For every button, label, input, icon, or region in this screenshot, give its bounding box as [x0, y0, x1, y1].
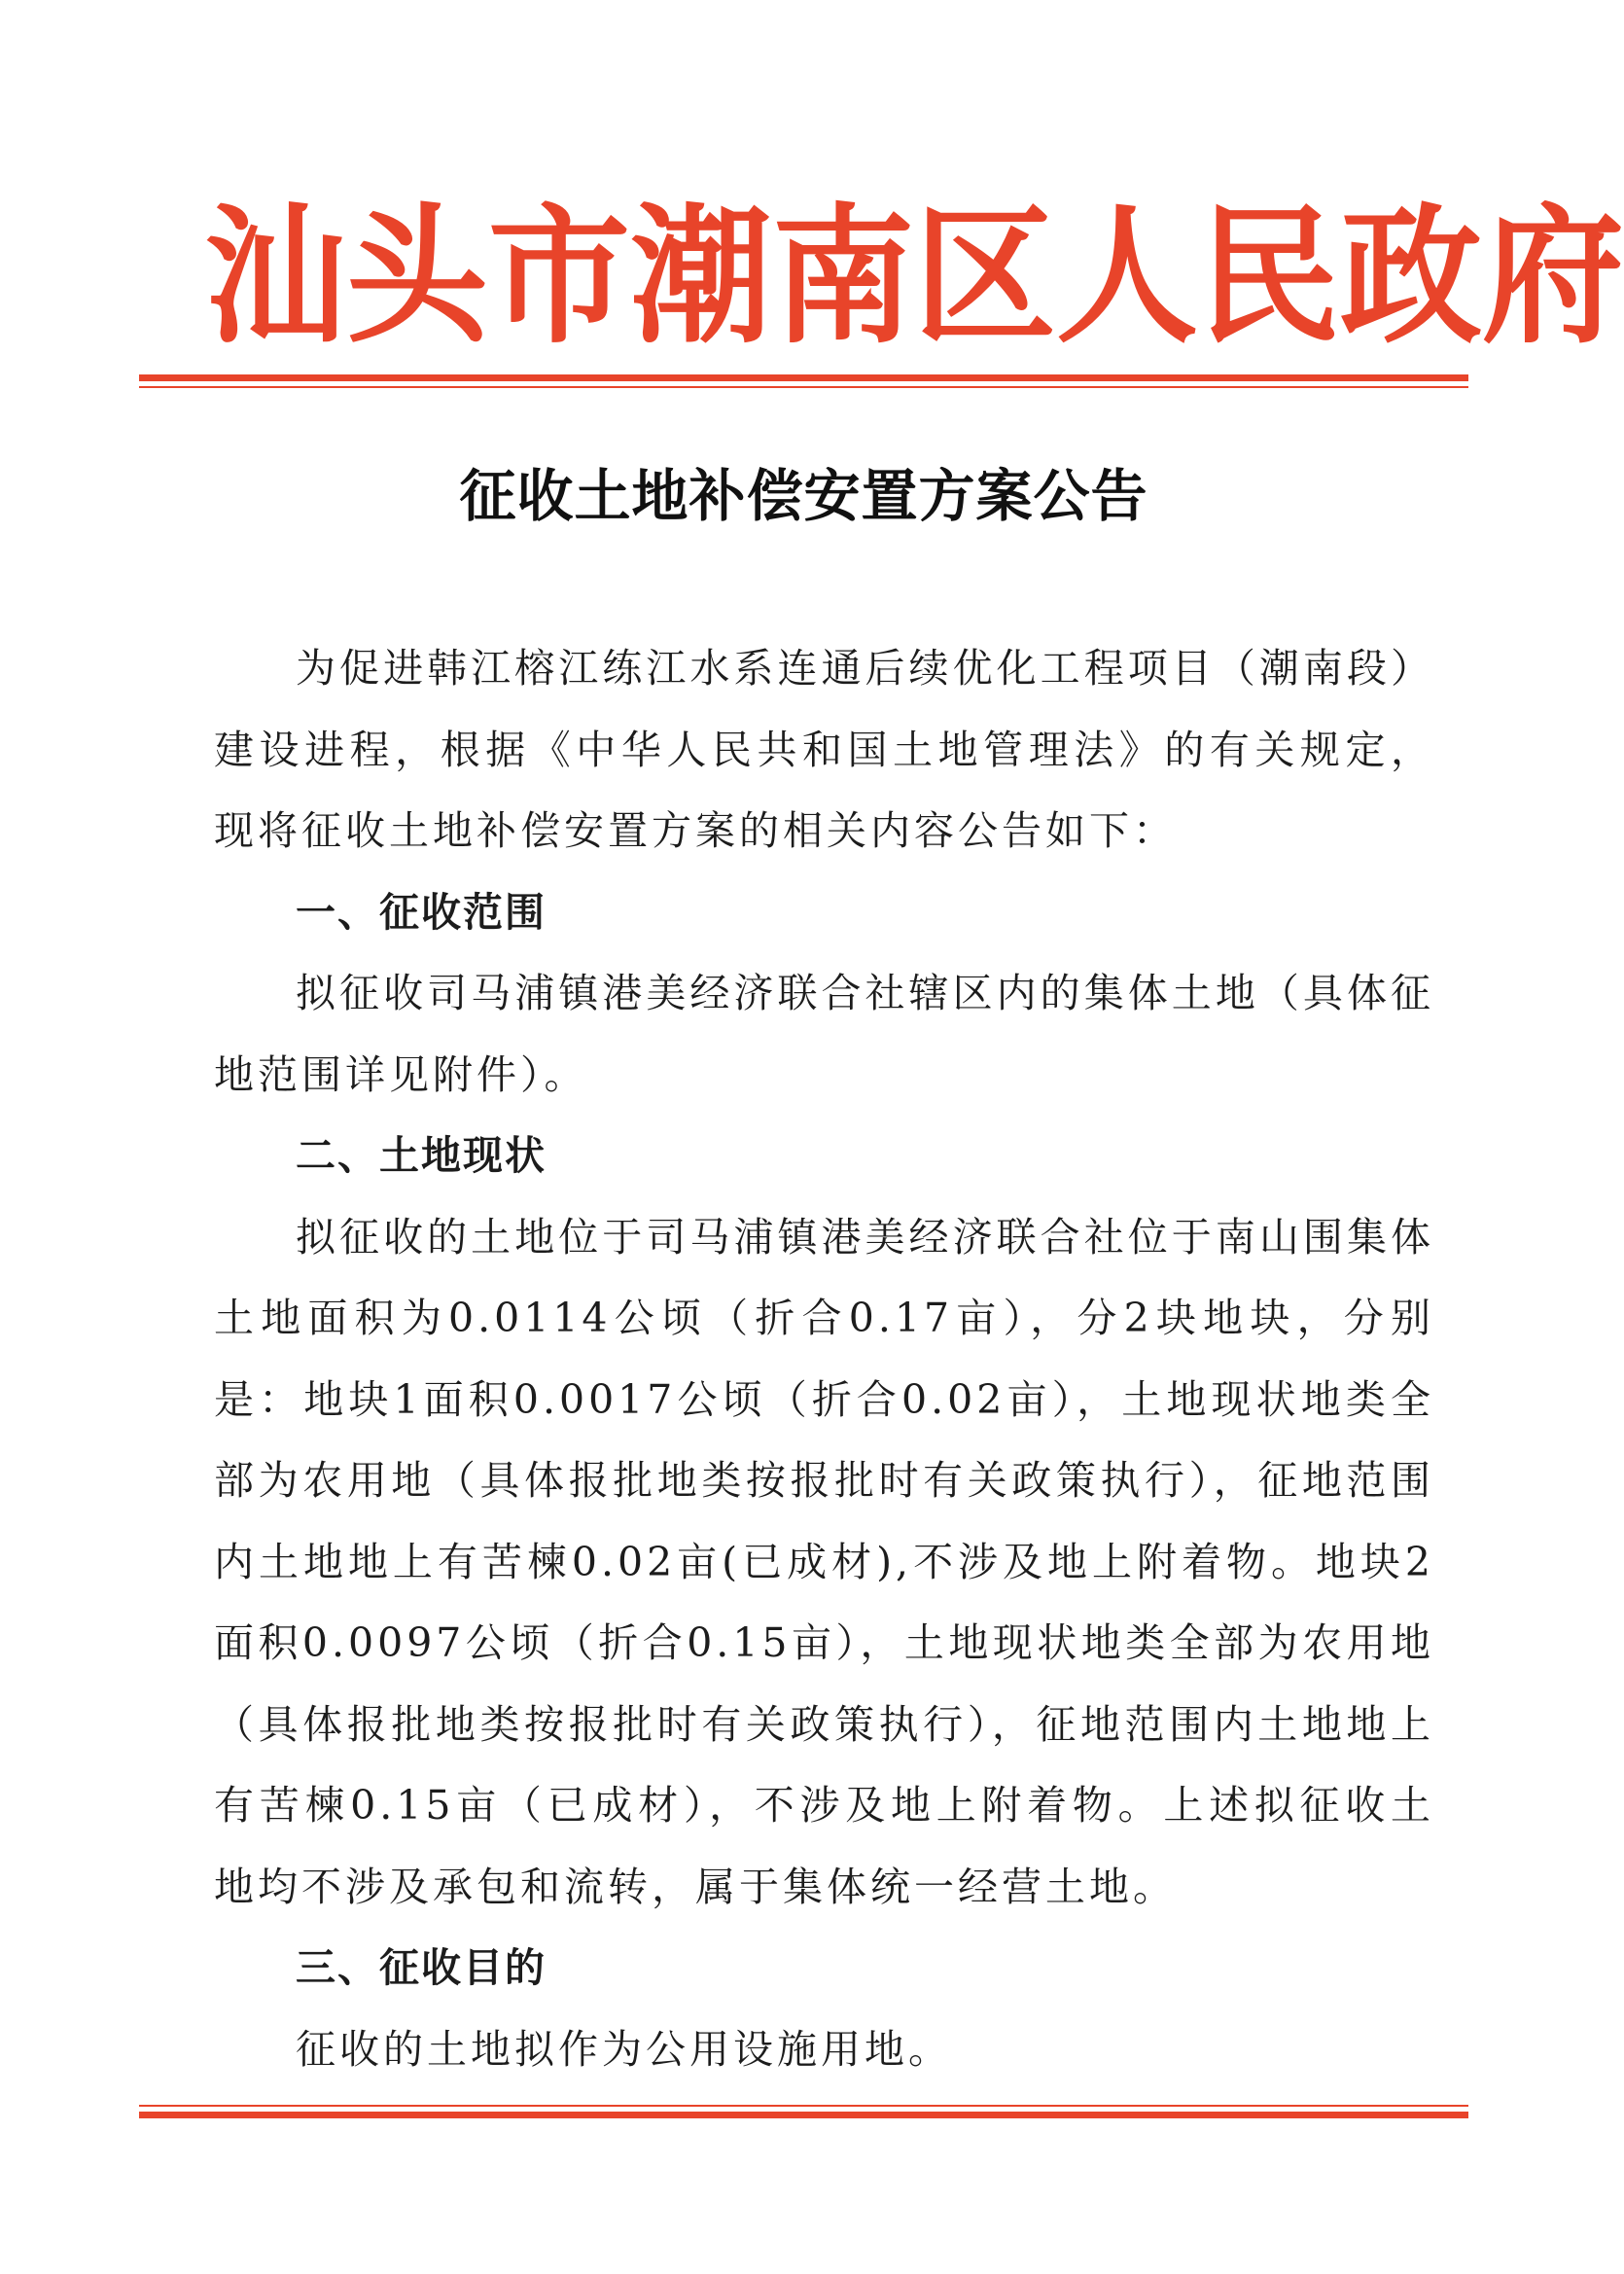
intro-paragraph: 为促进韩江榕江练江水系连通后续优化工程项目（潮南段）建设进程，根据《中华人民共和国土地管理法》的有关规定，现将征收土地补偿安置方案的相关内容公告如下： [214, 645, 1434, 854]
masthead-char: 南 [772, 189, 914, 365]
section-body-scope: 拟征收司马浦镇港美经济联合社辖区内的集体土地（具体征地范围详见附件）。 [214, 970, 1434, 1098]
masthead-char: 民 [1198, 189, 1340, 365]
masthead-char: 头 [346, 189, 488, 365]
section-heading-scope: 一、征收范围 [296, 888, 547, 936]
masthead-char: 府 [1482, 189, 1624, 365]
document-body [214, 628, 1434, 2090]
masthead-divider [139, 374, 1468, 388]
document-title: 征收土地补偿安置方案公告 [459, 463, 1148, 529]
divider-thin-line [139, 386, 1468, 388]
footer-divider [139, 2105, 1468, 2118]
section-body-purpose: 征收的土地拟作为公用设施用地。 [296, 2025, 952, 2073]
masthead-char: 人 [1056, 189, 1198, 365]
masthead-char: 市 [488, 189, 630, 365]
masthead-char: 汕 [204, 189, 346, 365]
issuing-authority-masthead [204, 189, 1624, 365]
masthead-char: 政 [1340, 189, 1482, 365]
divider-thick-line [139, 2112, 1468, 2118]
divider-thick-line [139, 374, 1468, 381]
masthead-char: 区 [914, 189, 1056, 365]
section-heading-land-status: 二、土地现状 [296, 1132, 547, 1179]
masthead-char: 潮 [630, 189, 772, 365]
section-body-land-status: 拟征收的土地位于司马浦镇港美经济联合社位于南山围集体土地面积为0.0114公顷（折合0.17亩），分2块地块，分别是：地块1面积0.0017公顷（折合0.02亩），土地现状地类全部为农用地（具体报批地类按报批时有关政策执行），征地范围内土地地上有苦楝0.02亩(已成材),不涉及地上附着物。地块2面积0.0097公顷（折合0.15亩），土地现状地类全部为农用地（具体报批地类按报批时有关政策执行），征地范围内土地地上有苦楝0.15亩（已成材），不涉及地上附着物。上述拟征收土地均不涉及承包和流转，属于集体统一经营土地。 [214, 1213, 1434, 1910]
divider-thin-line [139, 2105, 1468, 2107]
section-heading-purpose: 三、征收目的 [296, 1944, 547, 1991]
